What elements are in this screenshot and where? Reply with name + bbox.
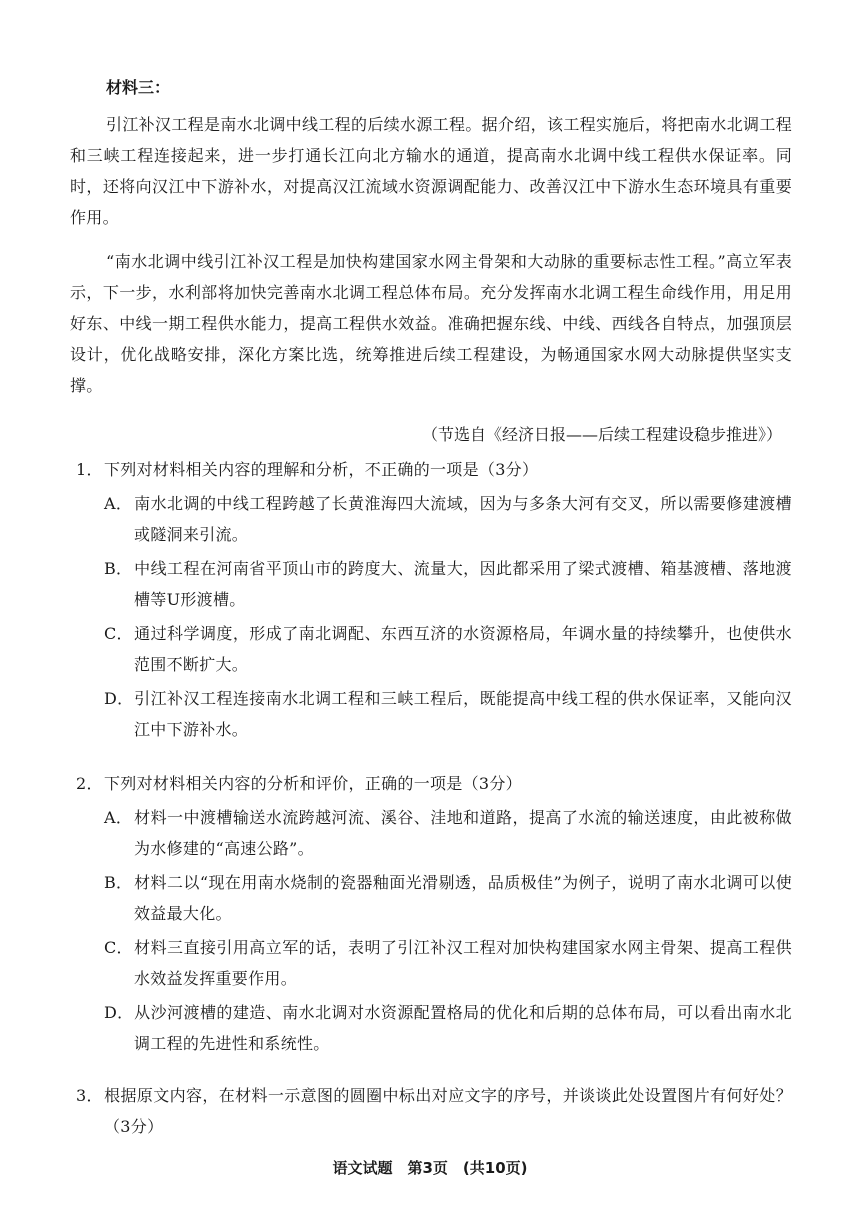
option-letter: D． xyxy=(104,689,134,708)
option-letter: D． xyxy=(104,1003,134,1022)
option-letter: C． xyxy=(104,624,133,643)
option-text: 材料一中渡槽输送水流跨越河流、溪谷、洼地和道路，提高了水流的输送速度，由此被称做为水修建的“高速公路”。 xyxy=(134,808,792,858)
question-stem xyxy=(76,768,792,799)
option-letter: B． xyxy=(104,873,133,892)
question-text: 下列对材料相关内容的理解和分析，不正确的一项是（3分） xyxy=(104,460,539,479)
option-text: 材料二以“现在用南水烧制的瓷器釉面光滑剔透，品质极佳”为例子，说明了南水北调可以使效益最大化。 xyxy=(134,873,792,923)
paragraph-1: 引江补汉工程是南水北调中线工程的后续水源工程。据介绍，该工程实施后，将把南水北调工程和三峡工程连接起来，进一步打通长江向北方输水的通道，提高南水北调中线工程供水保证率。同时，还将向汉江中下游补水，对提高汉江流域水资源调配能力、改善汉江中下游水生态环境具有重要作用。 xyxy=(70,115,792,227)
option-letter: A． xyxy=(104,808,133,827)
paragraph-2: “南水北调中线引江补汉工程是加快构建国家水网主骨架和大动脉的重要标志性工程。”高立军表示，下一步，水利部将加快完善南水北调工程总体布局。充分发挥南水北调工程生命线作用，用足用好东、中线一期工程供水能力，提高工程供水效益。准确把握东线、中线、西线各自特点，加强顶层设计，优化战略安排，深化方案比选，统筹推进后续工程建设，为畅通国家水网大动脉提供坚实支撑。 xyxy=(70,252,792,395)
option-text: 通过科学调度，形成了南北调配、东西互济的水资源格局，年调水量的持续攀升，也使供水范围不断扩大。 xyxy=(134,624,792,674)
option-b xyxy=(76,867,792,929)
question-text: 根据原文内容，在材料一示意图的圆圈中标出对应文字的序号，并谈谈此处设置图片有何好处？（3分） xyxy=(104,1086,792,1136)
page-footer: 语文试题 第3页 (共10页) xyxy=(332,1159,528,1177)
option-letter: C． xyxy=(104,938,133,957)
question-number: 3． xyxy=(76,1086,103,1105)
question-number: 2． xyxy=(76,774,103,793)
section-title: 材料三： xyxy=(106,78,171,97)
option-letter: A． xyxy=(104,494,133,513)
option-d xyxy=(76,683,792,745)
option-c xyxy=(76,932,792,994)
question-stem xyxy=(76,454,792,485)
option-text: 引江补汉工程连接南水北调工程和三峡工程后，既能提高中线工程的供水保证率，又能向汉江中下游补水。 xyxy=(134,689,792,739)
question-stem xyxy=(76,1080,792,1142)
option-text: 从沙河渡槽的建造、南水北调对水资源配置格局的优化和后期的总体布局，可以看出南水北调工程的先进性和系统性。 xyxy=(134,1003,792,1053)
question-number: 1． xyxy=(76,460,103,479)
question-2 xyxy=(76,768,792,1059)
option-text: 中线工程在河南省平顶山市的跨度大、流量大，因此都采用了梁式渡槽、箱基渡槽、落地渡槽等U形渡槽。 xyxy=(134,559,792,609)
option-text: 材料三直接引用高立军的话，表明了引江补汉工程对加快构建国家水网主骨架、提高工程供水效益发挥重要作用。 xyxy=(134,938,792,988)
source-citation: （节选自《经济日报——后续工程建设稳步推进》） xyxy=(421,425,782,444)
option-text: 南水北调的中线工程跨越了长黄淮海四大流域，因为与多条大河有交叉，所以需要修建渡槽或隧洞来引流。 xyxy=(134,494,792,544)
option-b xyxy=(76,553,792,615)
option-a xyxy=(76,802,792,864)
option-letter: B． xyxy=(104,559,133,578)
option-c xyxy=(76,618,792,680)
option-a xyxy=(76,488,792,550)
option-d xyxy=(76,997,792,1059)
question-text: 下列对材料相关内容的分析和评价，正确的一项是（3分） xyxy=(104,774,522,793)
question-3 xyxy=(76,1080,792,1142)
question-1 xyxy=(76,454,792,745)
